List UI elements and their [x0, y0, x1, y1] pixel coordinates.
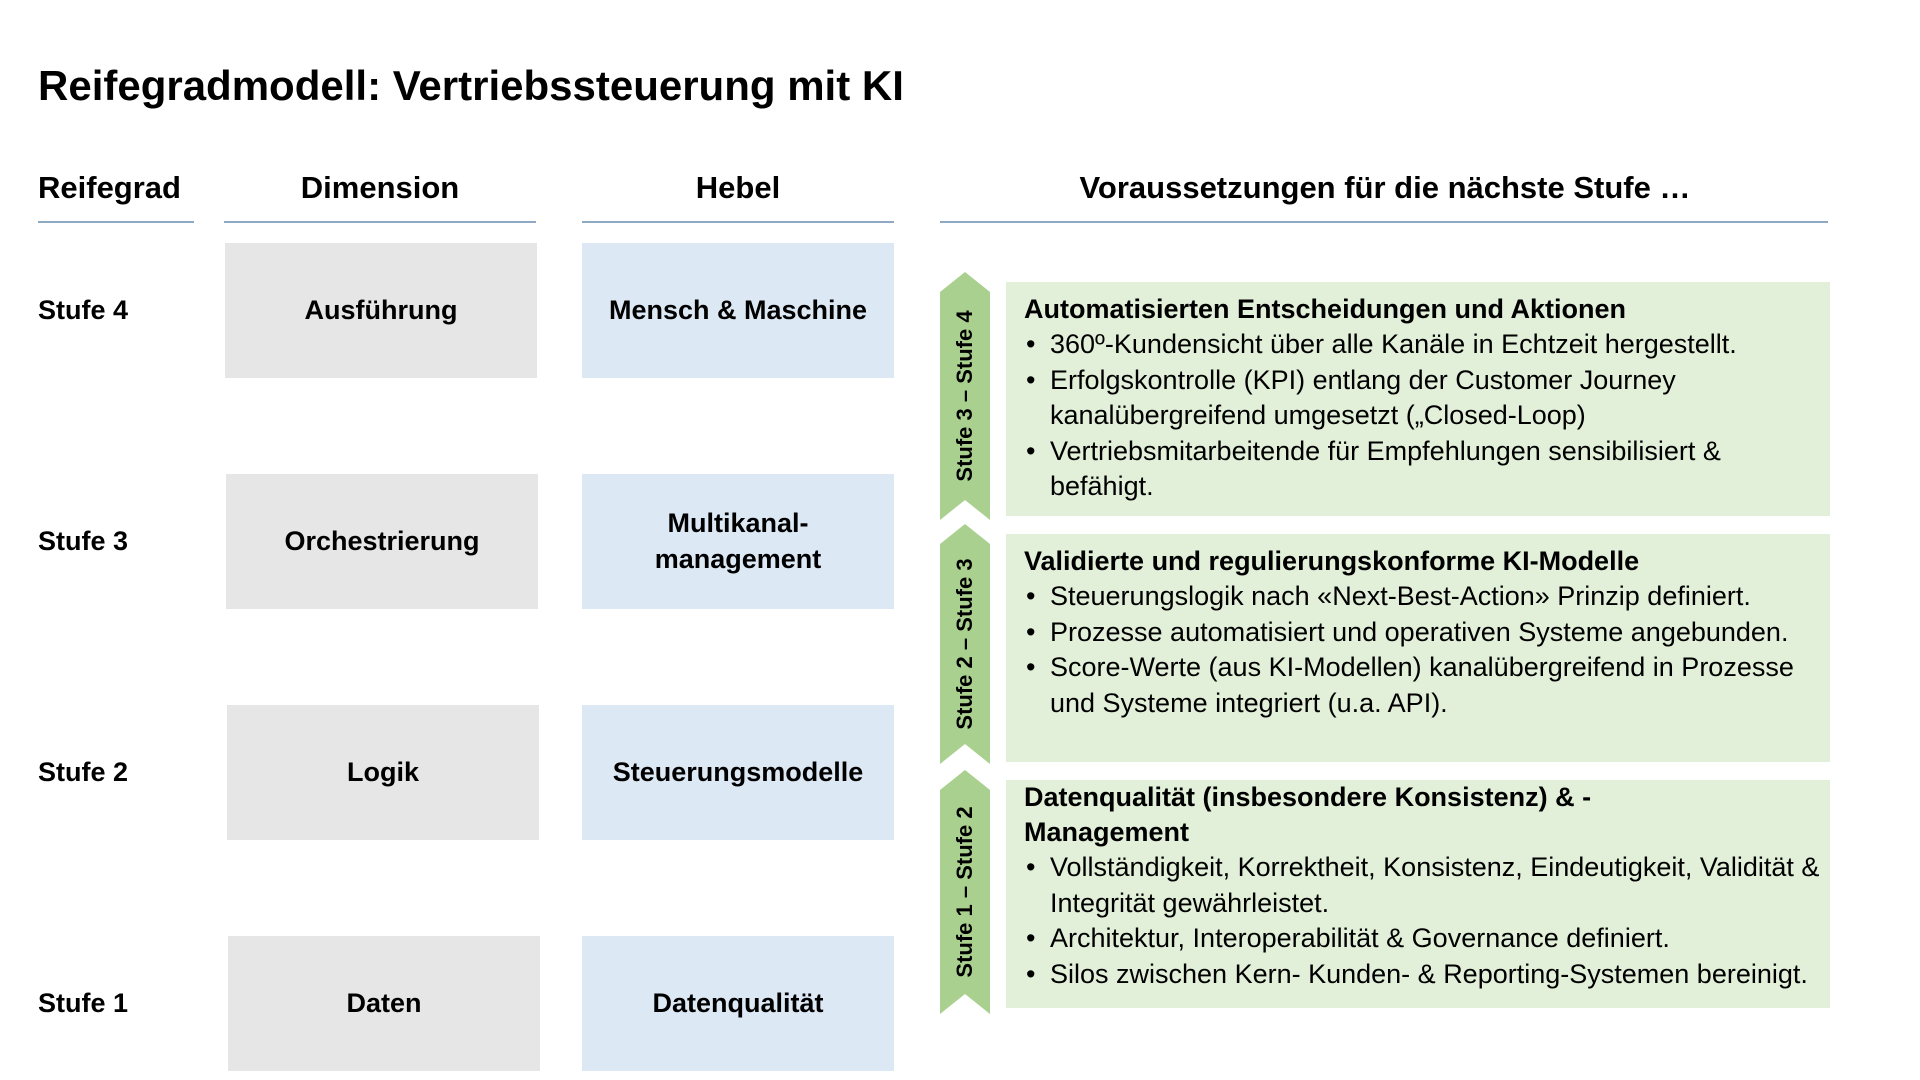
- header-dimension: Dimension: [300, 170, 460, 205]
- dimension-box-stage-1: [228, 936, 540, 1071]
- stage-label-3: Stufe 3: [38, 526, 129, 556]
- requirement-bullet: • Silos zwischen Kern- Kunden- & Reporting-Systemen bereinigt.: [1024, 957, 1820, 993]
- requirement-list: [1024, 579, 1820, 721]
- requirement-box-stufe-3-4: [1006, 282, 1830, 516]
- dimension-box-stage-4: [225, 243, 537, 378]
- hebel-text: Steuerungsmodelle: [612, 756, 864, 787]
- requirement-bullet: • Vollständigkeit, Korrektheit, Konsistenz, Eindeutigkeit, Validität & Integrität gewährleistet.: [1024, 850, 1820, 921]
- requirement-bullet: • Erfolgskontrolle (KPI) entlang der Customer Journey kanalübergreifend umgesetzt („Closed-Loop): [1024, 363, 1820, 434]
- header-reifegrad: Reifegrad: [38, 170, 181, 205]
- dimension-box-stage-3: [226, 474, 538, 609]
- stage-label-2: Stufe 2: [38, 757, 129, 787]
- requirement-box-stufe-1-2: [1006, 780, 1830, 1008]
- dimension-text: Orchestrierung: [284, 525, 480, 556]
- requirement-title: Automatisierten Entscheidungen und Aktionen: [1024, 294, 1627, 324]
- header-voraussetzungen: Voraussetzungen für die nächste Stufe …: [1079, 170, 1691, 205]
- page-title: Reifegradmodell: Vertriebssteuerung mit KI: [38, 62, 904, 109]
- hebel-box-stage-1: [582, 936, 894, 1071]
- chevron-label: Stufe 1 – Stufe 2: [952, 806, 977, 978]
- requirement-bullet: • Steuerungslogik nach «Next-Best-Action» Prinzip definiert.: [1024, 579, 1820, 615]
- hebel-text: Mensch & Maschine: [608, 294, 868, 325]
- header-rule-dimension: [224, 221, 536, 223]
- hebel-text: Multikanal- management: [654, 508, 822, 574]
- requirement-title: Validierte und regulierungskonforme KI-Modelle: [1024, 546, 1640, 576]
- requirement-title: Datenqualität (insbesondere Konsistenz) & -Management: [1024, 782, 1592, 847]
- hebel-box-stage-4: [582, 243, 894, 378]
- chevron-stufe-2-3: [940, 524, 990, 764]
- requirement-box-stufe-2-3: [1006, 534, 1830, 762]
- requirement-list: [1024, 327, 1820, 505]
- dimension-box-stage-2: [227, 705, 539, 840]
- requirement-bullet: • Architektur, Interoperabilität & Governance definiert.: [1024, 921, 1820, 957]
- dimension-text: Logik: [347, 756, 419, 787]
- stage-label-1: Stufe 1: [38, 988, 129, 1018]
- chevron-stufe-3-4: [940, 272, 990, 520]
- requirement-bullet: • Prozesse automatisiert und operativen Systeme angebunden.: [1024, 615, 1820, 651]
- chevron-label: Stufe 3 – Stufe 4: [952, 310, 977, 482]
- header-rule-hebel: [582, 221, 894, 223]
- stage-label-4: Stufe 4: [38, 295, 129, 325]
- requirement-bullet: • Vertriebsmitarbeitende für Empfehlungen sensibilisiert & befähigt.: [1024, 434, 1820, 505]
- chevron-stufe-1-2: [940, 770, 990, 1014]
- hebel-text: Datenqualität: [652, 987, 824, 1018]
- header-rule-voraussetzungen: [940, 221, 1828, 223]
- hebel-box-stage-2: [582, 705, 894, 840]
- header-hebel: Hebel: [695, 170, 781, 205]
- requirement-bullet: • Score-Werte (aus KI-Modellen) kanalübergreifend in Prozesse und Systeme integriert (u.a. API).: [1024, 650, 1820, 721]
- requirement-list: [1024, 850, 1820, 992]
- dimension-text: Daten: [346, 987, 422, 1018]
- chevron-label: Stufe 2 – Stufe 3: [952, 558, 977, 730]
- dimension-text: Ausführung: [304, 294, 458, 325]
- header-rule-reifegrad: [38, 221, 194, 223]
- requirement-bullet: • 360º-Kundensicht über alle Kanäle in Echtzeit hergestellt.: [1024, 327, 1820, 363]
- hebel-box-stage-3: [582, 474, 894, 609]
